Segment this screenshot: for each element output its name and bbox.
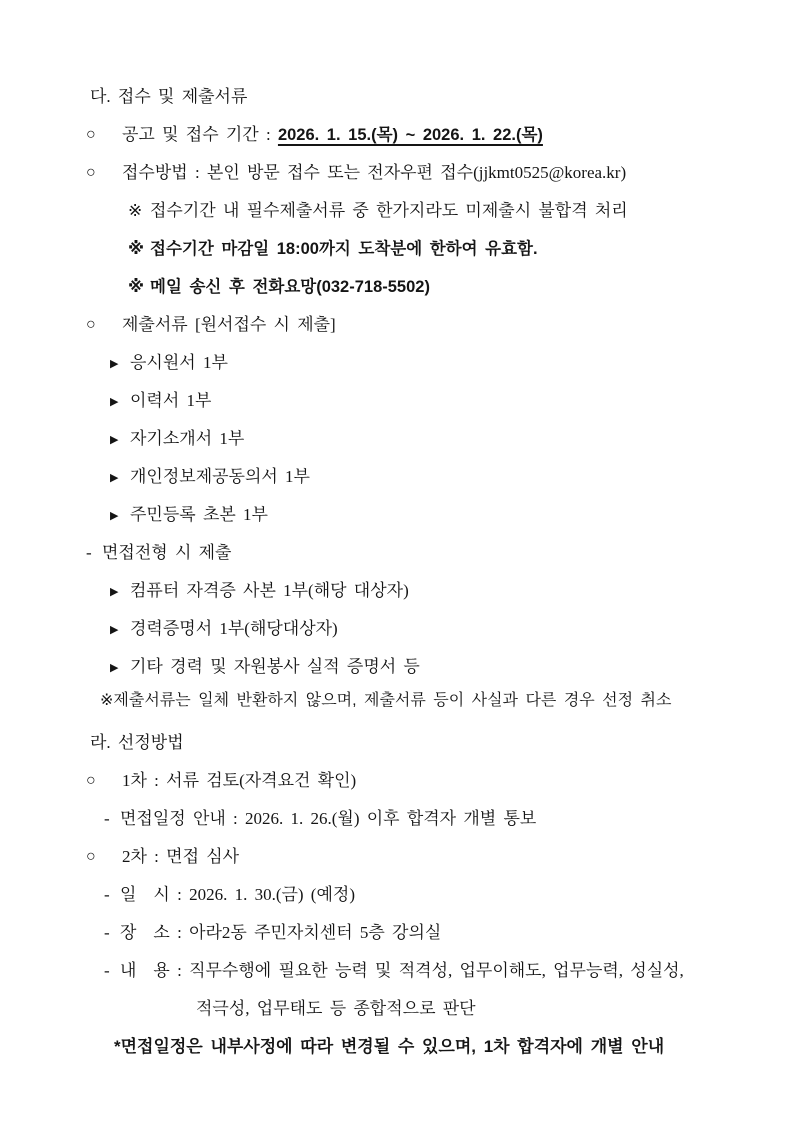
return-note-text: ※제출서류는 일체 반환하지 않으며, 제출서류 등이 사실과 다른 경우 선정 취소 [100,692,672,709]
circle-bullet-icon: ○ [86,316,96,333]
submit-docs-heading-text: 제출서류 [원서접수 시 제출] [122,315,336,334]
reference-mark-icon: ※ [128,278,145,296]
dash-bullet-icon: - [104,885,110,904]
schedule-footnote-text: *면접일정은 내부사정에 따라 변경될 수 있으며, 1차 합격자에 개별 안내 [114,1037,665,1056]
notice-period-line [86,122,738,148]
interview-item [110,578,738,604]
triangle-bullet-icon: ▶ [110,586,119,598]
submit-item [110,502,738,528]
interview-submit-heading [86,540,738,566]
submit-item [110,388,738,414]
submit-item [110,464,738,490]
interview-submit-heading-text: 면접전형 시 제출 [102,543,232,562]
submit-item [110,426,738,452]
apply-method-text: 접수방법 : 본인 방문 접수 또는 전자우편 접수(jjkmt0525@korea.kr) [122,163,627,182]
interview-content-text-1: 직무수행에 필요한 능력 및 적격성, 업무이해도, 업무능력, 성실성, [189,961,684,980]
interview-content-line [104,958,738,984]
submit-item-text: 개인정보제공동의서 1부 [130,467,310,486]
section-heading-selection-text: 라. 선정방법 [90,733,184,752]
section-heading-selection [90,730,738,756]
dash-bullet-icon: - [104,961,110,980]
triangle-bullet-icon: ▶ [110,358,119,370]
interview-item-text: 컴퓨터 자격증 사본 1부(해당 대상자) [130,581,409,600]
interview-item [110,616,738,642]
circle-bullet-icon: ○ [86,772,96,789]
reference-mark-icon: ※ [128,240,145,258]
interview-item [110,654,738,680]
interview-item-text: 기타 경력 및 자원봉사 실적 증명서 등 [130,657,420,676]
submit-item [110,350,738,376]
interview-date-text: 일 시 : 2026. 1. 30.(금) (예정) [120,885,355,904]
note-missing-docs-text: 접수기간 내 필수제출서류 중 한가지라도 미제출시 불합격 처리 [150,201,628,220]
note-deadline-text: 접수기간 마감일 18:00까지 도착분에 한하여 유효함. [150,240,538,258]
circle-bullet-icon: ○ [86,126,96,143]
submit-item-text: 이력서 1부 [130,391,212,410]
triangle-bullet-icon: ▶ [110,624,119,636]
schedule-footnote [114,1034,738,1060]
triangle-bullet-icon: ▶ [110,662,119,674]
triangle-bullet-icon: ▶ [110,510,119,522]
note-call-after-email [128,274,738,300]
note-deadline [128,236,738,262]
return-note [100,688,738,714]
interview-content-text-2: 적극성, 업무태도 등 종합적으로 판단 [196,999,476,1018]
submit-item-text: 주민등록 초본 1부 [130,505,268,524]
round2-text: 2차 : 면접 심사 [122,847,240,866]
triangle-bullet-icon: ▶ [110,396,119,408]
dash-bullet-icon: - [104,809,110,828]
section-heading-receipt [90,84,738,110]
interview-content-wrap-line [196,996,738,1022]
apply-method-line [86,160,738,186]
circle-bullet-icon: ○ [86,164,96,181]
interview-place-line [104,920,738,946]
submit-item-text: 자기소개서 1부 [130,429,245,448]
submit-docs-heading [86,312,738,338]
round1-schedule-line [104,806,738,832]
note-call-after-email-text: 메일 송신 후 전화요망(032-718-5502) [150,278,430,296]
round2-line [86,844,738,870]
triangle-bullet-icon: ▶ [110,434,119,446]
reference-mark-icon: ※ [128,201,143,220]
interview-content-label: 내 용 : [120,961,190,980]
notice-period-value: 2026. 1. 15.(목) ~ 2026. 1. 22.(목) [277,126,543,144]
interview-date-line [104,882,738,908]
dash-bullet-icon: - [104,923,110,942]
section-heading-receipt-text: 다. 접수 및 제출서류 [90,87,248,106]
notice-period-label: 공고 및 접수 기간 : [122,125,278,144]
interview-place-text: 장 소 : 아라2동 주민자치센터 5층 강의실 [120,923,442,942]
round1-text: 1차 : 서류 검토(자격요건 확인) [122,771,357,790]
round1-line [86,768,738,794]
submit-item-text: 응시원서 1부 [130,353,228,372]
circle-bullet-icon: ○ [86,848,96,865]
triangle-bullet-icon: ▶ [110,472,119,484]
note-missing-docs [128,198,738,224]
dash-bullet-icon: - [86,543,92,562]
round1-schedule-text: 면접일정 안내 : 2026. 1. 26.(월) 이후 합격자 개별 통보 [120,809,537,828]
interview-item-text: 경력증명서 1부(해당대상자) [130,619,338,638]
